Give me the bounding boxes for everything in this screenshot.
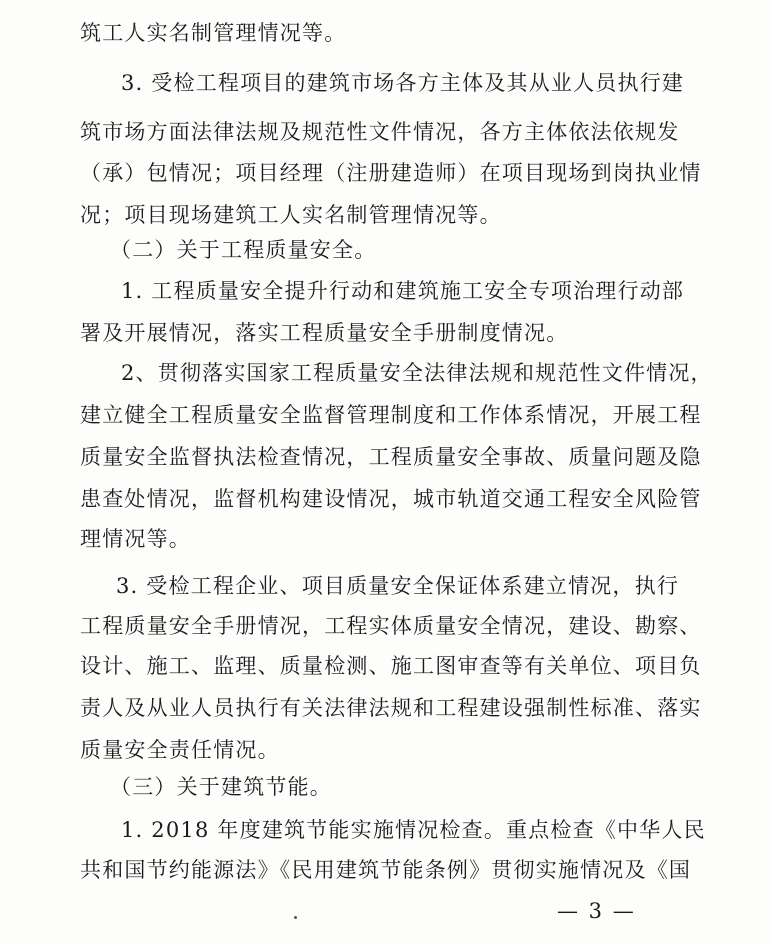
- text-line: 署及开展情况，落实工程质量安全手册制度情况。: [80, 321, 569, 345]
- text-line: 患查处情况，监督机构建设情况，城市轨道交通工程安全风险管: [80, 487, 702, 511]
- text-line: 筑工人实名制管理情况等。: [80, 21, 347, 45]
- text-line: 质量安全监督执法检查情况，工程质量安全事故、质量问题及隐: [80, 445, 702, 469]
- text-line: 理情况等。: [80, 527, 191, 551]
- text-line: 责人及从业人员执行有关法律法规和工程建设强制性标准、落实: [80, 696, 702, 720]
- text-line: 况；项目现场建筑工人实名制管理情况等。: [80, 203, 502, 227]
- scan-speck: [294, 916, 297, 919]
- text-line: 共和国节约能源法》《民用建筑节能条例》贯彻实施情况及《国: [80, 858, 692, 882]
- text-line: 筑市场方面法律法规及规范性文件情况，各方主体依法依规发: [80, 120, 680, 144]
- text-line: 设计、施工、监理、质量检测、施工图审查等有关单位、项目负: [80, 654, 702, 678]
- text-line: 建立健全工程质量安全监督管理制度和工作体系情况，开展工程: [80, 403, 702, 427]
- text-line: 2、贯彻落实国家工程质量安全法律法规和规范性文件情况，: [121, 361, 713, 385]
- text-line: 工程质量安全手册情况，工程实体质量安全情况，建设、勘察、: [80, 614, 702, 638]
- text-line: 1. 2018 年度建筑节能实施情况检查。重点检查《中华人民: [121, 818, 706, 842]
- text-line: 3. 受检工程项目的建筑市场各方主体及其从业人员执行建: [121, 71, 685, 95]
- text-line: （承）包情况；项目经理（注册建造师）在项目现场到岗执业情: [80, 161, 702, 185]
- text-line: 质量安全责任情况。: [80, 738, 280, 762]
- page-number: — 3 —: [557, 899, 636, 923]
- section-heading: （二）关于工程质量安全。: [110, 238, 377, 262]
- text-line: 1. 工程质量安全提升行动和建筑施工安全专项治理行动部: [121, 279, 685, 303]
- section-heading: （三）关于建筑节能。: [110, 775, 332, 799]
- text-line: 3. 受检工程企业、项目质量安全保证体系建立情况，执行: [116, 574, 680, 598]
